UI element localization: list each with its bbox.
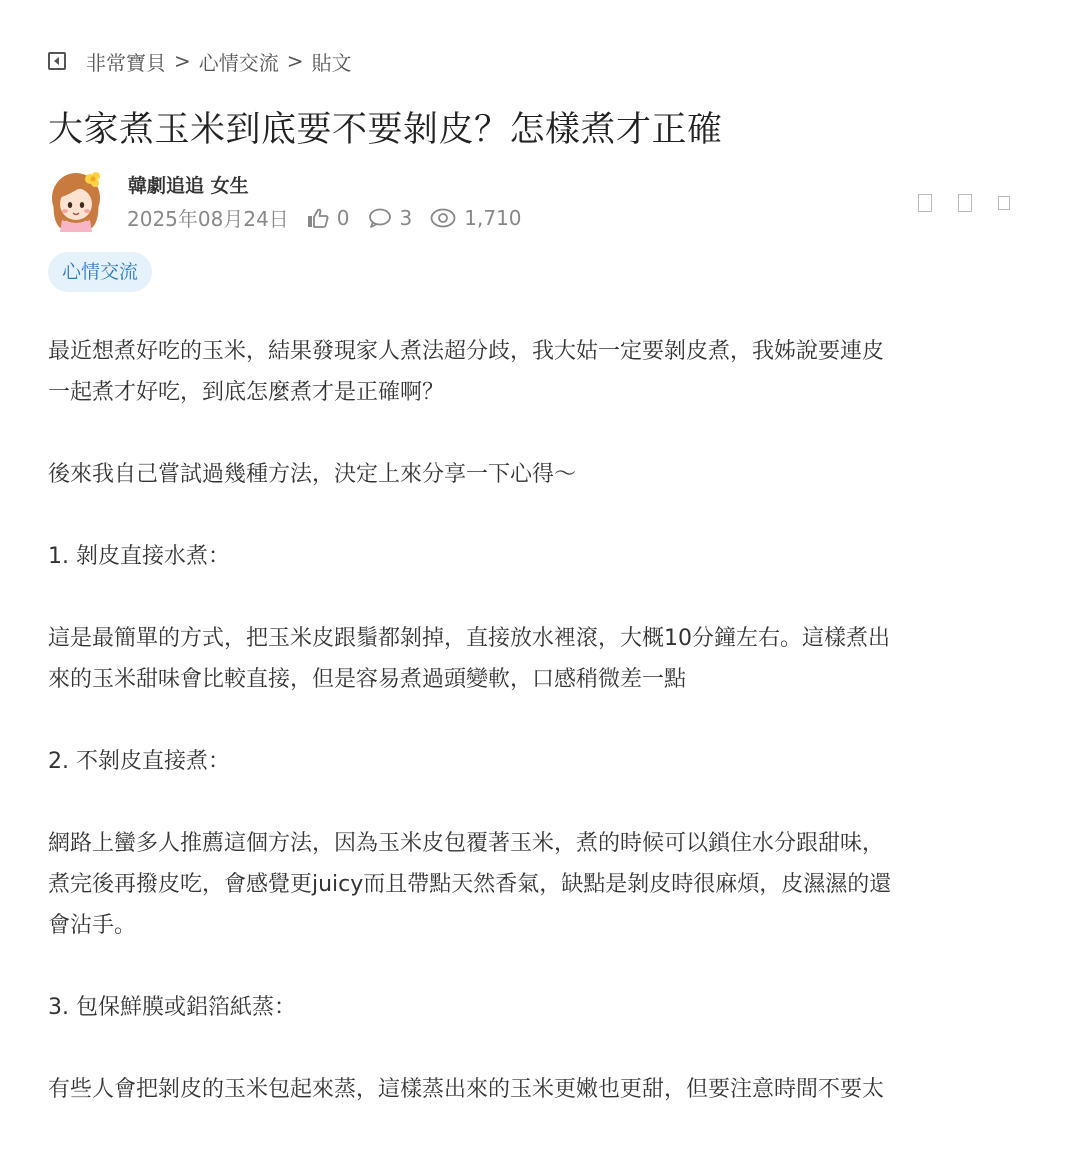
share-button[interactable] bbox=[918, 194, 932, 212]
body-paragraph: 3. 包保鮮膜或鋁箔紙蒸： bbox=[48, 995, 296, 1020]
comment-icon bbox=[368, 208, 392, 228]
breadcrumb-item-home[interactable]: 非常寶貝 bbox=[86, 50, 166, 75]
post-date bbox=[127, 203, 289, 232]
body-paragraph: 1. 剝皮直接水煮： bbox=[48, 544, 230, 569]
avatar[interactable] bbox=[48, 168, 108, 232]
comment-count-value: 3 bbox=[399, 205, 413, 230]
bookmark-button[interactable] bbox=[958, 194, 972, 212]
thumbs-up-icon bbox=[307, 208, 329, 228]
more-button[interactable] bbox=[998, 196, 1010, 210]
body-paragraph: 這是最簡單的方式，把玉米皮跟鬚都剝掉，直接放水裡滾，大概10分鐘左右。這樣煮出 來的玉米甜味會比較直接，但是容易煮過頭變軟，口感稍微差一點 bbox=[48, 626, 890, 692]
body-paragraph: 網路上蠻多人推薦這個方法，因為玉米皮包覆著玉米，煮的時候可以鎖住水分跟甜味， 煮完後再撥皮吃，會感覺更juicy而且帶點天然香氣，缺點是剝皮時很麻煩，皮濕濕的還 會沾手。 bbox=[48, 831, 892, 938]
post-meta bbox=[127, 203, 540, 232]
like-count-value: 0 bbox=[336, 205, 350, 230]
breadcrumb bbox=[48, 47, 352, 75]
breadcrumb-item-category[interactable]: 心情交流 bbox=[198, 50, 279, 75]
breadcrumb-separator: > bbox=[174, 49, 191, 73]
post-date-text: 2025年08月24日 bbox=[127, 207, 289, 231]
body-paragraph: 2. 不剝皮直接煮： bbox=[48, 749, 230, 774]
breadcrumb-separator: > bbox=[286, 49, 304, 73]
view-count bbox=[430, 206, 521, 230]
like-count[interactable] bbox=[307, 206, 350, 230]
back-icon[interactable] bbox=[48, 52, 66, 70]
body-paragraph: 有些人會把剝皮的玉米包起來蒸，這樣蒸出來的玉米更嫩也更甜，但要注意時間不要太 bbox=[48, 1077, 885, 1102]
eye-icon bbox=[430, 208, 456, 228]
breadcrumb-item-current: 貼文 bbox=[311, 50, 352, 75]
post-body bbox=[48, 331, 1028, 1151]
post-title: 大家煮玉米到底要不要剝皮？怎樣煮才正確 bbox=[48, 110, 723, 150]
body-paragraph: 後來我自己嘗試過幾種方法，決定上來分享一下心得～ bbox=[48, 462, 577, 487]
author-name[interactable]: 韓劇追追 女生 bbox=[128, 175, 249, 197]
post-actions bbox=[892, 194, 1010, 212]
category-tag[interactable]: 心情交流 bbox=[48, 252, 152, 292]
author-row bbox=[48, 168, 1020, 236]
body-paragraph: 最近想煮好吃的玉米，結果發現家人煮法超分歧，我大姑一定要剝皮煮，我姊說要連皮 一起煮才好吃，到底怎麼煮才是正確啊？ bbox=[48, 339, 885, 405]
comment-count[interactable] bbox=[368, 206, 413, 230]
view-count-value: 1,710 bbox=[464, 205, 522, 230]
